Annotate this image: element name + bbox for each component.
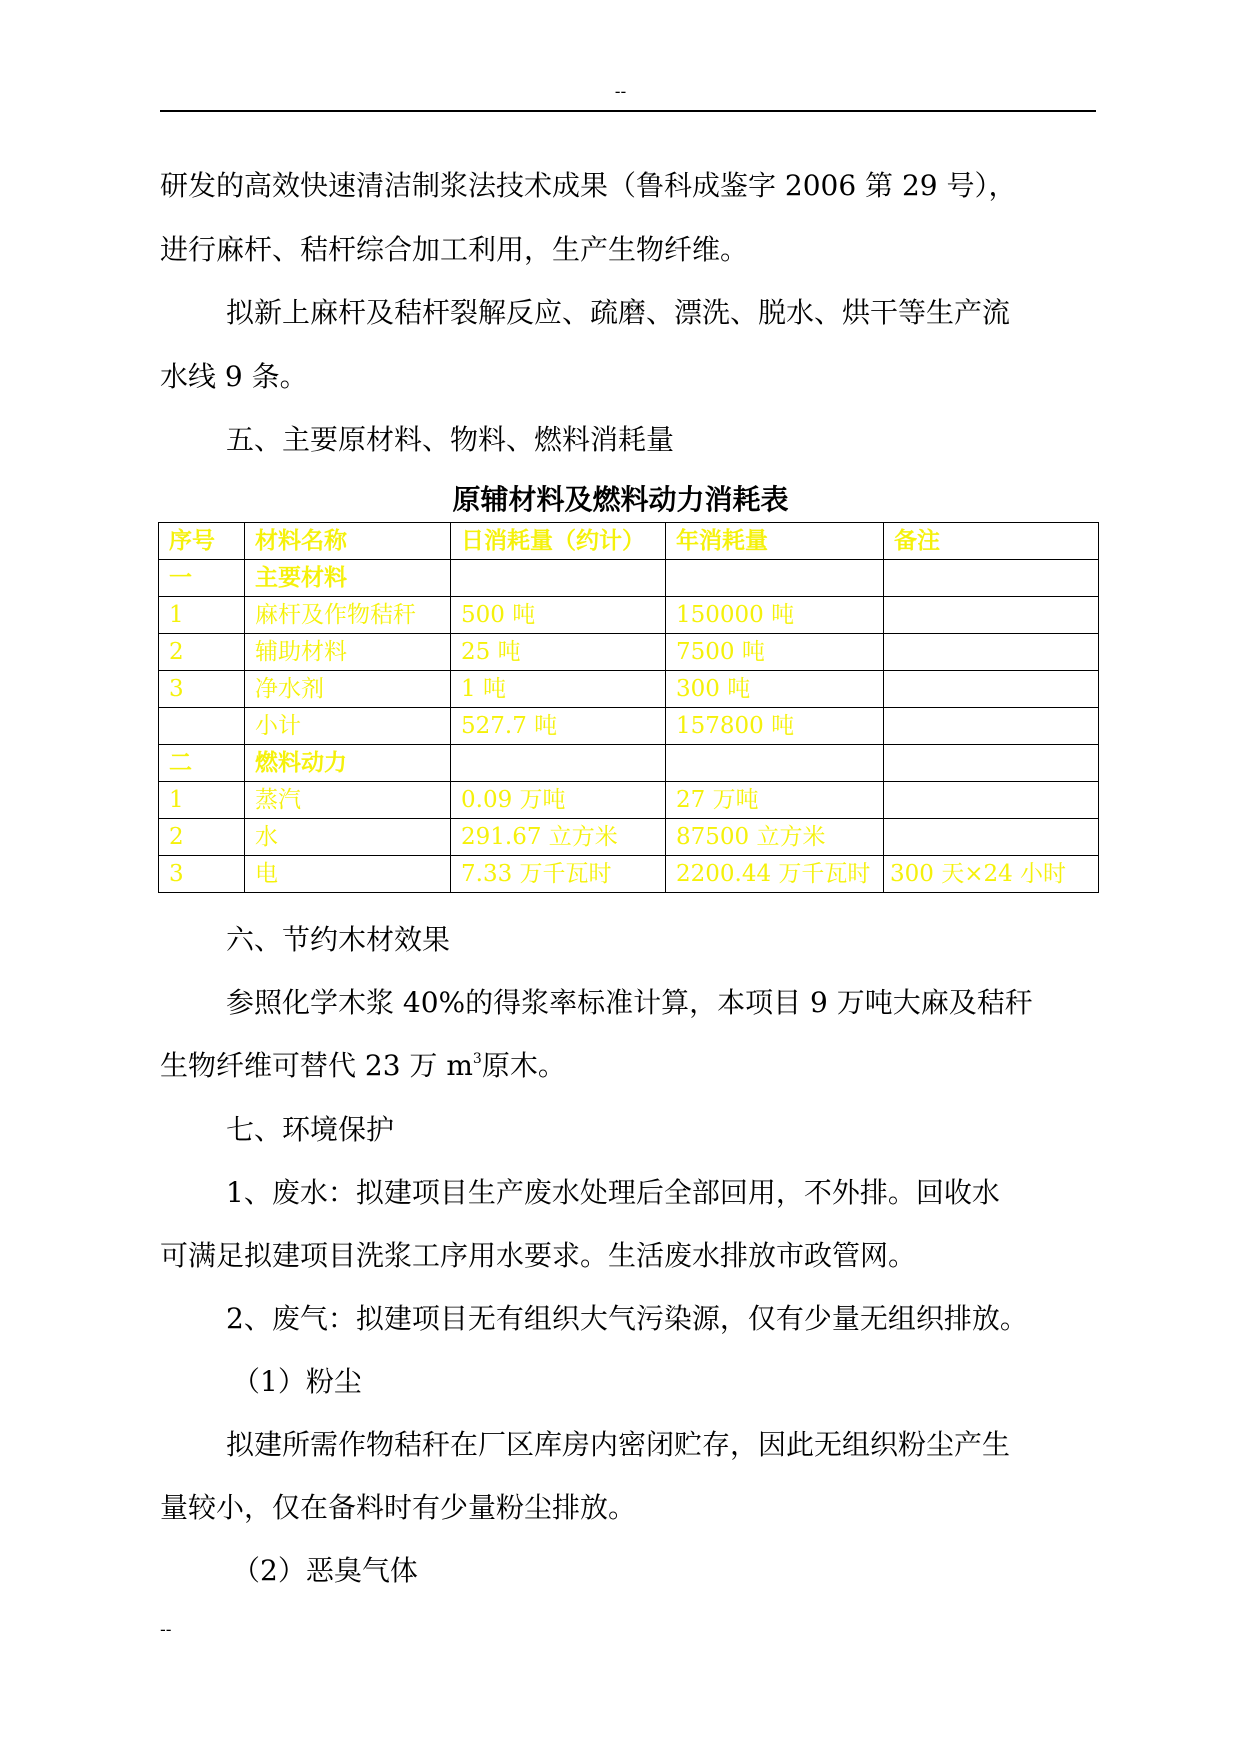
subheading: （2）恶臭气体 bbox=[232, 1554, 418, 1587]
table-cell bbox=[451, 745, 666, 782]
superscript: 3 bbox=[472, 1051, 482, 1067]
table-cell: 主要材料 bbox=[245, 560, 451, 597]
section-6-heading: 六、节约木材效果 bbox=[226, 923, 451, 956]
table-cell: 辅助材料 bbox=[245, 634, 451, 671]
table-cell: 7500 吨 bbox=[666, 634, 884, 671]
paragraph-line: 研发的高效快速清洁制浆法技术成果（鲁科成鉴字 2006 第 29 号）， bbox=[160, 169, 1017, 202]
table-cell: 7.33 万千瓦时 bbox=[451, 856, 666, 893]
text-run: 原木。 bbox=[481, 1049, 566, 1082]
paragraph-line: 可满足拟建项目洗浆工序用水要求。生活废水排放市政管网。 bbox=[160, 1239, 917, 1272]
table-cell: 蒸汽 bbox=[245, 782, 451, 819]
column-header: 日消耗量（约计） bbox=[451, 523, 666, 560]
table-section-row bbox=[159, 745, 1099, 782]
table-cell bbox=[884, 708, 1099, 745]
paragraph-line: 参照化学木浆 40%的得浆率标准计算，本项目 9 万吨大麻及秸秆 bbox=[226, 986, 1033, 1019]
table-title: 原辅材料及燃料动力消耗表 bbox=[452, 483, 789, 516]
paragraph-line: 拟新上麻杆及秸杆裂解反应、疏磨、漂洗、脱水、烘干等生产流 bbox=[226, 296, 1011, 329]
table-cell: 一 bbox=[159, 560, 245, 597]
table-cell: 小计 bbox=[245, 708, 451, 745]
section-5-heading: 五、主要原材料、物料、燃料消耗量 bbox=[226, 423, 675, 456]
header-rule bbox=[160, 110, 1096, 112]
page-footer-mark: -- bbox=[160, 1620, 172, 1639]
table-cell: 2 bbox=[159, 634, 245, 671]
column-header: 年消耗量 bbox=[666, 523, 884, 560]
table-cell bbox=[159, 708, 245, 745]
paragraph-line bbox=[160, 1046, 1096, 1086]
table-row bbox=[159, 782, 1099, 819]
table-cell: 麻杆及作物秸秆 bbox=[245, 597, 451, 634]
table-section-row bbox=[159, 560, 1099, 597]
table-cell: 净水剂 bbox=[245, 671, 451, 708]
table-cell bbox=[884, 560, 1099, 597]
table-cell bbox=[884, 597, 1099, 634]
table-cell: 1 吨 bbox=[451, 671, 666, 708]
table-cell: 电 bbox=[245, 856, 451, 893]
text-run: 生物纤维可替代 23 万 m bbox=[160, 1049, 473, 1082]
table-row bbox=[159, 634, 1099, 671]
table-cell bbox=[666, 745, 884, 782]
table-row bbox=[159, 708, 1099, 745]
table-row bbox=[159, 819, 1099, 856]
section-7-heading: 七、环境保护 bbox=[226, 1113, 395, 1146]
consumption-table bbox=[158, 522, 1099, 893]
table-cell: 87500 立方米 bbox=[666, 819, 884, 856]
table-header-row bbox=[159, 523, 1099, 560]
table-cell: 25 吨 bbox=[451, 634, 666, 671]
table-cell: 1 bbox=[159, 782, 245, 819]
table-cell bbox=[884, 634, 1099, 671]
table-cell: 水 bbox=[245, 819, 451, 856]
table-cell bbox=[884, 819, 1099, 856]
table-cell: 300 吨 bbox=[666, 671, 884, 708]
paragraph-line: 进行麻杆、秸杆综合加工利用，生产生物纤维。 bbox=[160, 233, 749, 266]
table-cell bbox=[884, 671, 1099, 708]
table-row bbox=[159, 856, 1099, 893]
table-cell: 0.09 万吨 bbox=[451, 782, 666, 819]
table-cell: 291.67 立方米 bbox=[451, 819, 666, 856]
table-cell: 1 bbox=[159, 597, 245, 634]
paragraph-line: 水线 9 条。 bbox=[160, 360, 308, 393]
paragraph-line: 量较小，仅在备料时有少量粉尘排放。 bbox=[160, 1491, 637, 1524]
table-cell: 500 吨 bbox=[451, 597, 666, 634]
table-cell: 157800 吨 bbox=[666, 708, 884, 745]
table-cell bbox=[884, 745, 1099, 782]
page-header-mark: -- bbox=[614, 82, 627, 101]
table-cell: 300 天×24 小时 bbox=[884, 856, 1099, 893]
paragraph-line: 拟建所需作物秸秆在厂区库房内密闭贮存，因此无组织粉尘产生 bbox=[226, 1428, 1011, 1461]
table-cell: 3 bbox=[159, 856, 245, 893]
table-cell: 150000 吨 bbox=[666, 597, 884, 634]
column-header: 材料名称 bbox=[245, 523, 451, 560]
table-row bbox=[159, 597, 1099, 634]
table-row bbox=[159, 671, 1099, 708]
table-cell: 527.7 吨 bbox=[451, 708, 666, 745]
column-header: 序号 bbox=[159, 523, 245, 560]
paragraph-line: 1、废水：拟建项目生产废水处理后全部回用，不外排。回收水 bbox=[226, 1176, 1000, 1209]
table-cell: 二 bbox=[159, 745, 245, 782]
table-cell bbox=[884, 782, 1099, 819]
table-cell: 3 bbox=[159, 671, 245, 708]
table-cell: 27 万吨 bbox=[666, 782, 884, 819]
table-cell: 2200.44 万千瓦时 bbox=[666, 856, 884, 893]
column-header: 备注 bbox=[884, 523, 1099, 560]
paragraph-line: 2、废气：拟建项目无有组织大气污染源，仅有少量无组织排放。 bbox=[226, 1302, 1028, 1335]
table-cell: 燃料动力 bbox=[245, 745, 451, 782]
table-cell bbox=[451, 560, 666, 597]
table-cell: 2 bbox=[159, 819, 245, 856]
table-cell bbox=[666, 560, 884, 597]
subheading: （1）粉尘 bbox=[232, 1365, 362, 1398]
